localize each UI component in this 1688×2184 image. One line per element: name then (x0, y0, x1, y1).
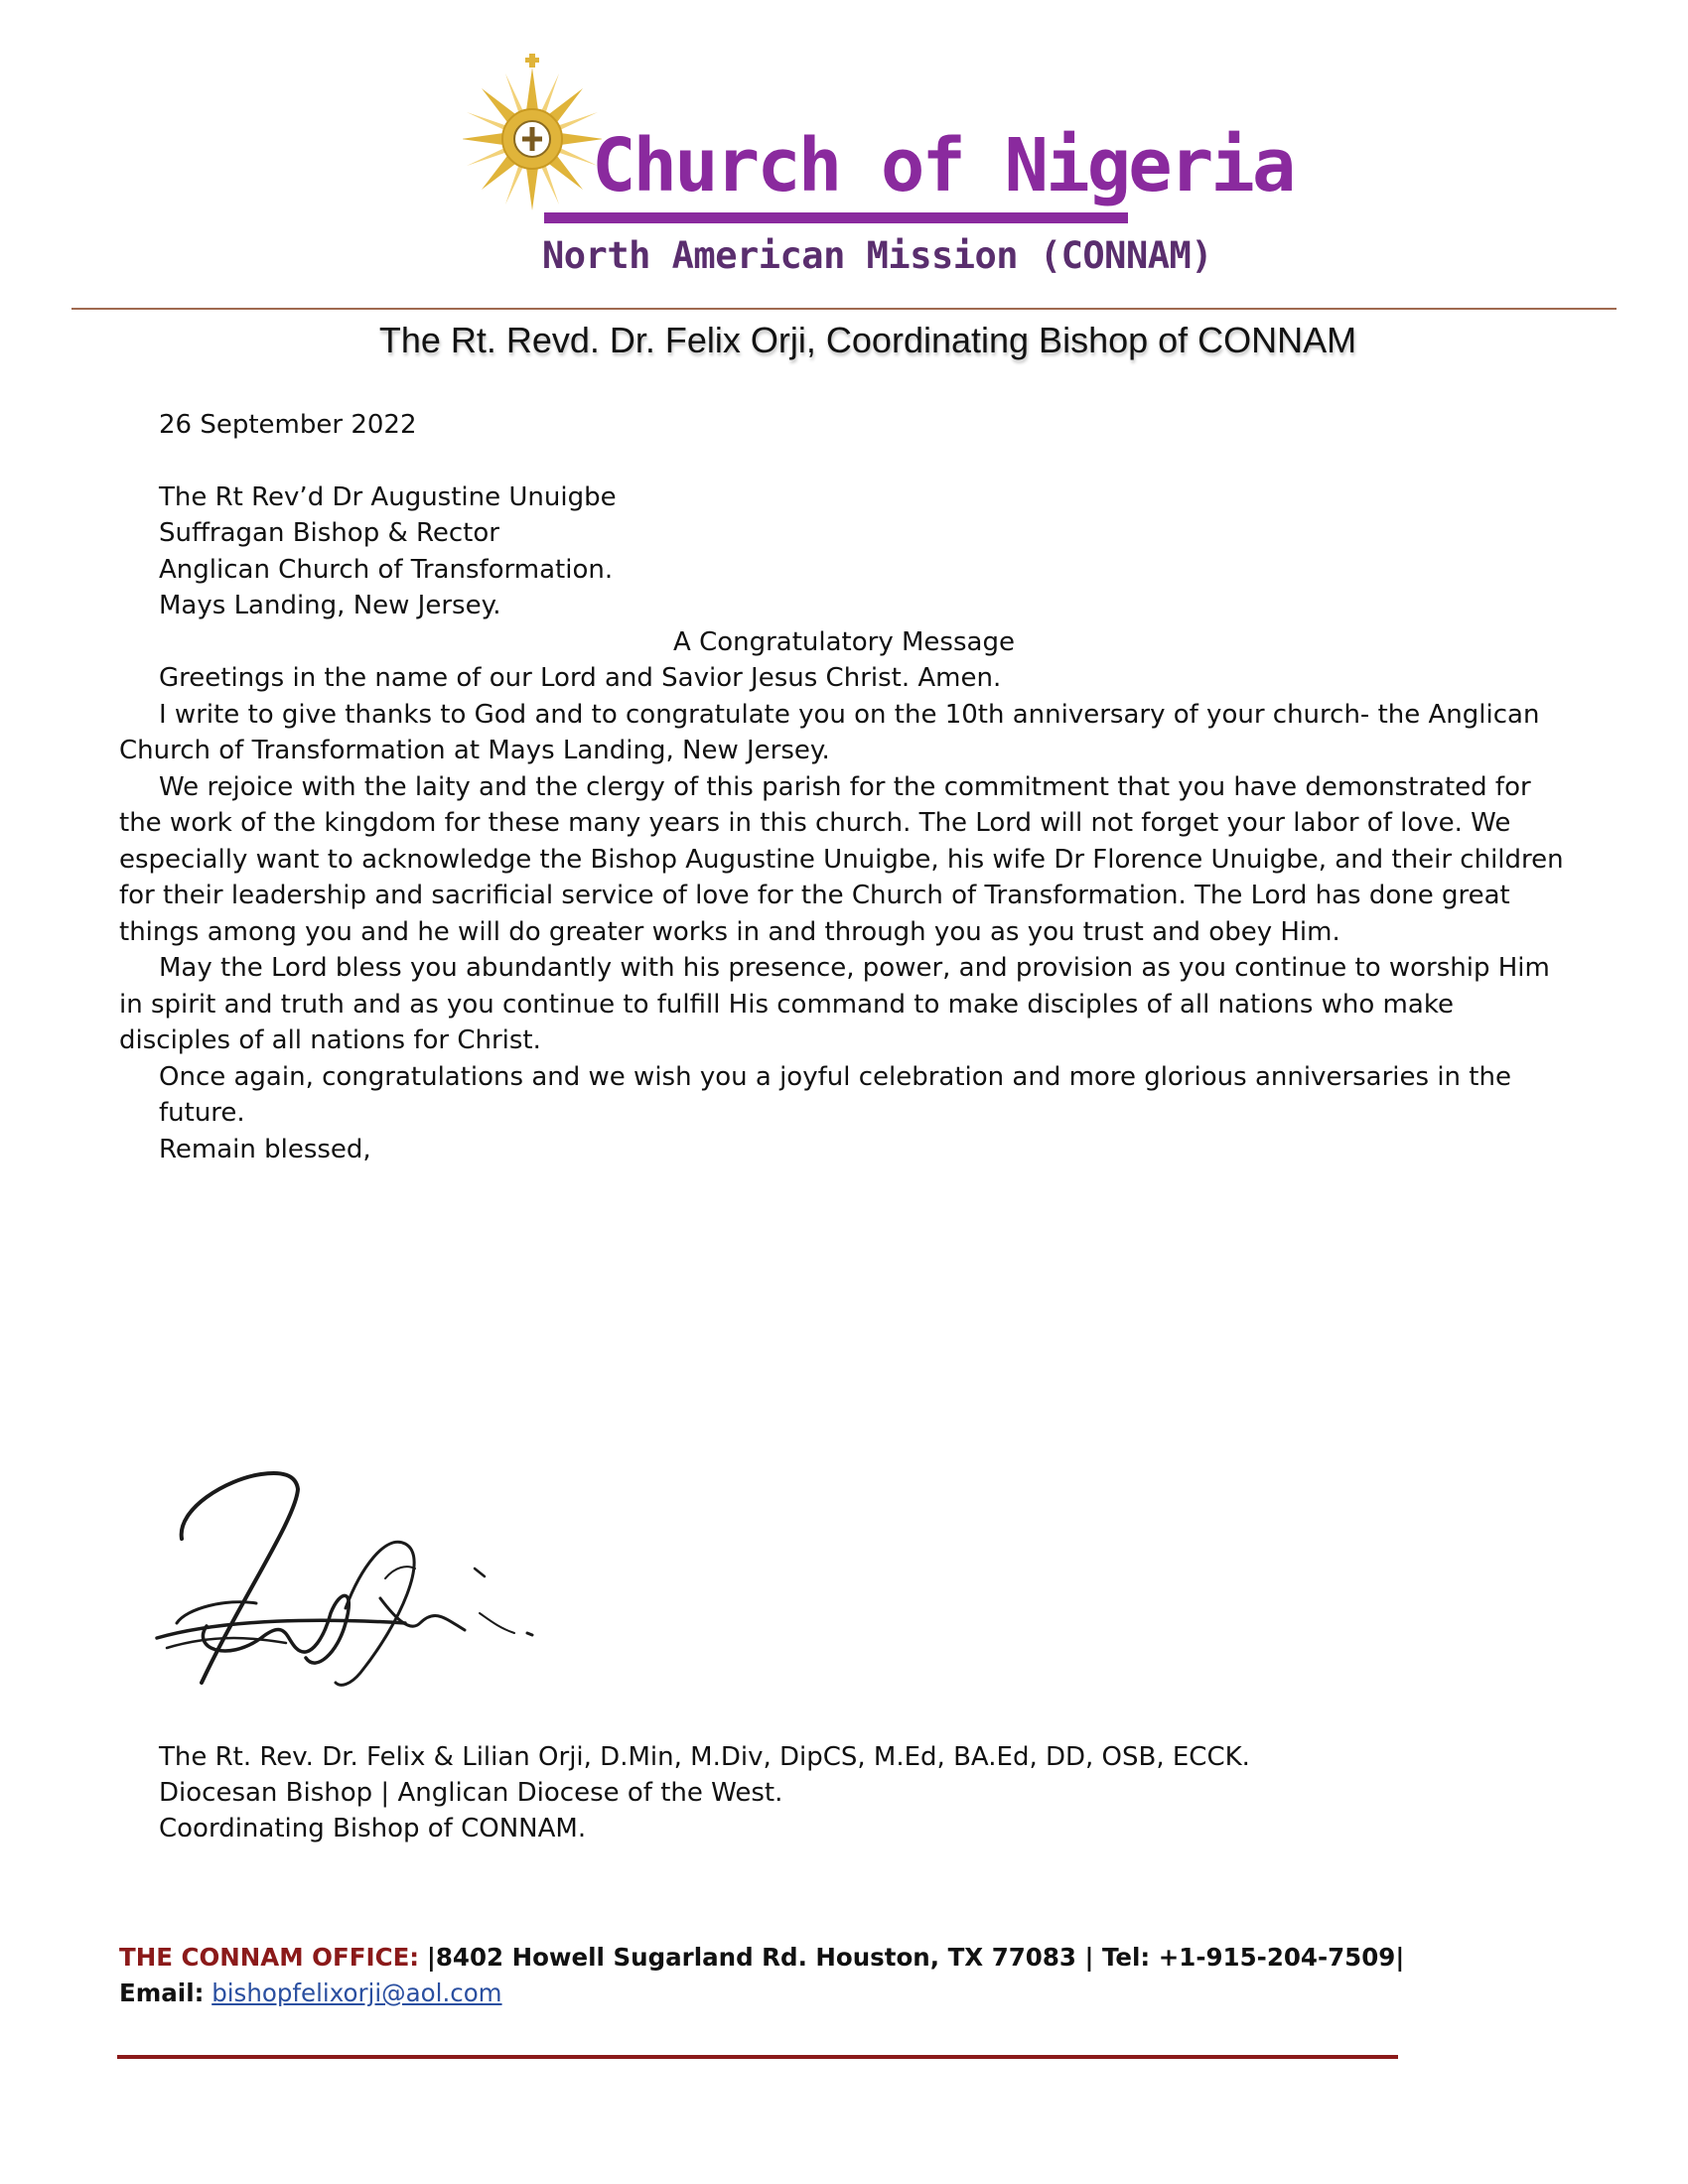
footer (119, 1940, 1589, 2011)
letter-body (119, 407, 1569, 1167)
letter-paragraph (119, 697, 1569, 769)
office-line (119, 1940, 1589, 1976)
letter-greeting: Greetings in the name of our Lord and Savior Jesus Christ. Amen. (159, 663, 1002, 693)
signatory-name: The Rt. Rev. Dr. Felix & Lilian Orji, D.Min, M.Div, DipCS, M.Ed, BA.Ed, DD, OSB, ECCK. (159, 1742, 1250, 1772)
letter-paragraph (119, 769, 1569, 951)
signatory-role: Coordinating Bishop of CONNAM. (159, 1814, 587, 1843)
recipient-line: The Rt Rev’d Dr Augustine Unuigbe (159, 481, 617, 512)
logo-title: Church of Nigeria (592, 123, 1294, 208)
footer-divider (117, 2055, 1398, 2059)
signatory-title: Diocesan Bishop | Anglican Diocese of the West. (159, 1778, 783, 1808)
recipient-address (119, 479, 1569, 624)
recipient-line: Mays Landing, New Jersey. (159, 591, 501, 620)
recipient-line: Suffragan Bishop & Rector (159, 518, 499, 548)
recipient-line: Anglican Church of Transformation. (159, 554, 614, 585)
email-link[interactable]: bishopfelixorji@aol.com (211, 1979, 502, 2007)
logo-subtitle: North American Mission (CONNAM) (542, 234, 1213, 277)
letter-subject: A Congratulatory Message (673, 626, 1015, 657)
letter-paragraph: Once again, congratulations and we wish you a joyful celebration and more glorious anniversaries in the future. (159, 1061, 1511, 1128)
signature-block (159, 1739, 1450, 1846)
letter-date: 26 September 2022 (159, 410, 417, 440)
paragraph-text: May the Lord bless you abundantly with his presence, power, and provision as you continue to worship Him in spirit and truth and as you continue to fulfill His command to make disciples of all nations who make disciples of all nations for Christ. (119, 953, 1550, 1055)
letter-paragraph (119, 950, 1569, 1059)
paragraph-text: I write to give thanks to God and to congratulate you on the 10th anniversary of your church- the Anglican Church of Transformation at Mays Landing, New Jersey. (119, 699, 1540, 765)
header-divider (71, 308, 1617, 310)
paragraph-text: We rejoice with the laity and the clergy of this parish for the commitment that you have demonstrated for the work of the kingdom for these many years in this church. The Lord will not forget your labor of love. We especially want to acknowledge the Bishop Augustine Unuigbe, his wife Dr Florence Unuigbe, and their children for their leadership and sacrificial service of love for the Church of Transformation. The Lord has done great things among you and he will do greater works in and through you as you trust and obey Him. (119, 771, 1564, 947)
letter-closing: Remain blessed, (159, 1134, 371, 1164)
signature-icon (147, 1449, 554, 1698)
email-line (119, 1976, 1589, 2011)
office-address: |8402 Howell Sugarland Rd. Houston, TX 77083 | Tel: +1-915-204-7509| (426, 1943, 1405, 1972)
church-logo (463, 52, 1294, 290)
logo-underline (544, 212, 1128, 223)
email-label: Email: (119, 1979, 205, 2007)
bishop-header: The Rt. Revd. Dr. Felix Orji, Coordinating Bishop of CONNAM (378, 320, 1357, 360)
compass-sun-icon (463, 52, 602, 210)
office-label: THE CONNAM OFFICE: (119, 1943, 420, 1972)
